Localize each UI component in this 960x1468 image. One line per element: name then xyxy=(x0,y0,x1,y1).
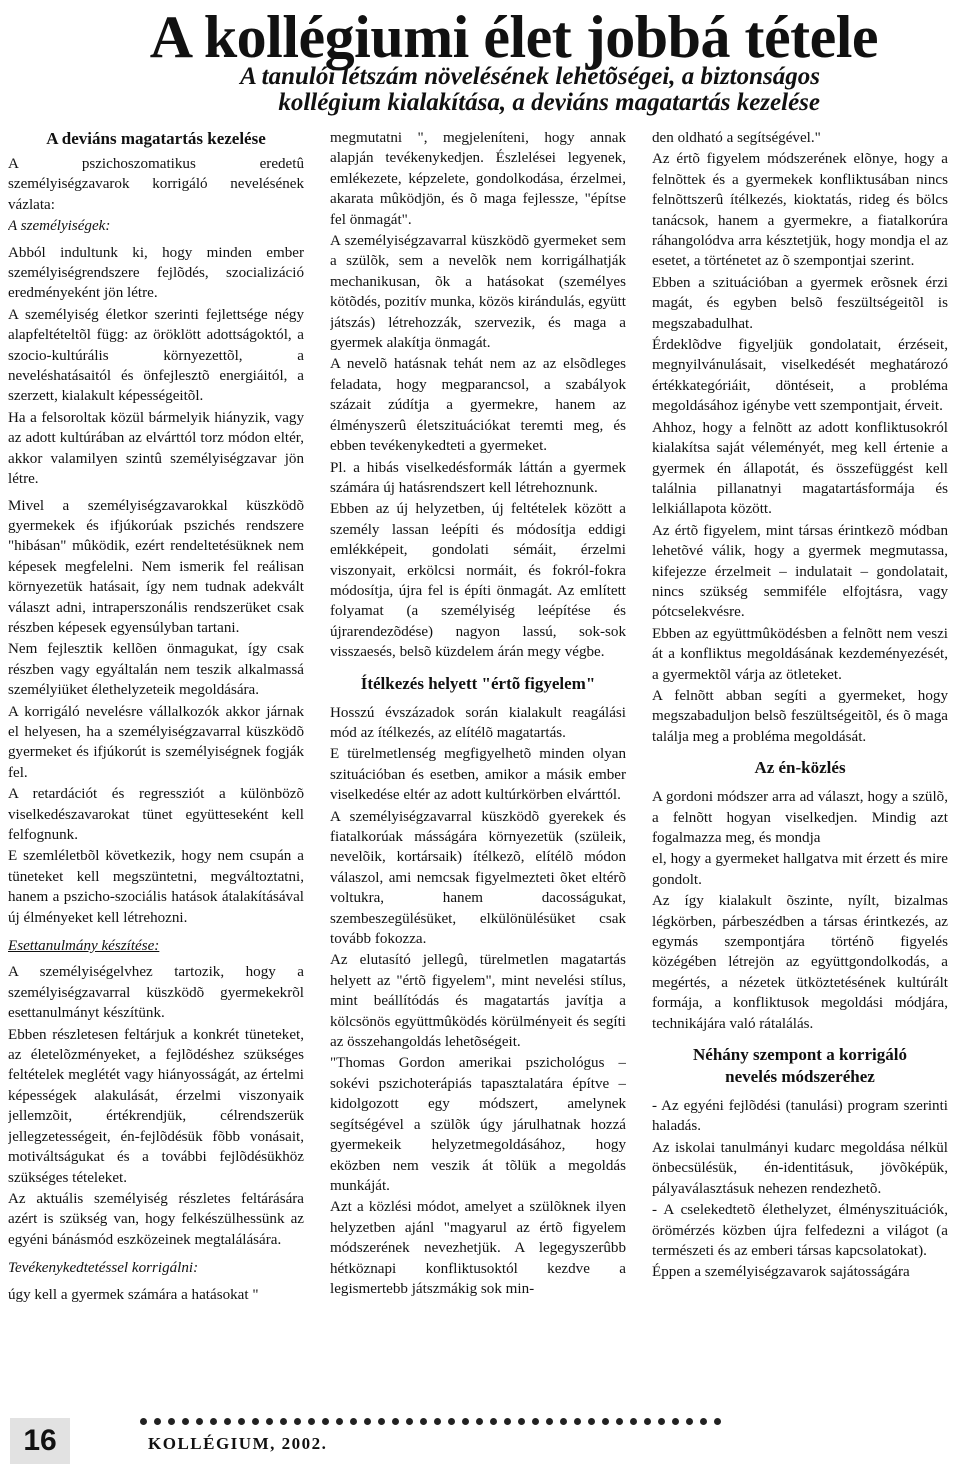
divider-dot xyxy=(504,1418,511,1425)
paragraph: Mivel a személyiségzavarokkal küszködõ gyermekek és ifjúkorúak pszichés rendszere "hibásan" mûködik, ezért rendeltetésüknek nem képesek megfelelni. Nem ismerik fel reálisan környezetük hatásait, így nem tudnak adekvált választ adni, intraperszonális rendszerüket csak részben képesek egyensúlyban tartani. xyxy=(8,497,304,636)
page-subtitle xyxy=(0,64,960,116)
heading-line-2: nevelés módszeréhez xyxy=(725,1067,875,1087)
divider-dot xyxy=(294,1418,301,1425)
divider-dot xyxy=(182,1418,189,1425)
divider-dot xyxy=(168,1418,175,1425)
page-title: A kollégiumi élet jobbá tétele xyxy=(149,4,878,70)
divider-dot xyxy=(266,1418,273,1425)
divider-dot xyxy=(672,1418,679,1425)
paragraph: A gordoni módszer arra ad választ, hogy a szülõ, a felnõtt hogyan viselkedjen. Mindig azt fogalmazza meg, és mondja xyxy=(652,789,948,846)
subheading-szemelyisegek: A személyiségek: xyxy=(8,218,111,235)
paragraph: Éppen a személyiségzavarok sajátosságára xyxy=(652,1264,910,1281)
divider-dot xyxy=(336,1418,343,1425)
paragraph: megmutatni ", megjeleníteni, hogy annak alapján tevékenykedjen. Észlelései legyenek, emlékezete, képzelete, gondolkodása, érzelmei, akarata mûködjön, és õ maga fejlessze, "építse fel önmagát". xyxy=(330,130,626,228)
paragraph: el, hogy a gyermeket hallgatva mit érzett és mire gondolt. xyxy=(652,851,948,888)
divider-dot xyxy=(280,1418,287,1425)
divider-dot xyxy=(490,1418,497,1425)
divider-dot xyxy=(616,1418,623,1425)
paragraph: Ahhoz, hogy a felnõtt az adott konfliktusokról kialakítsa saját véleményét, meg kell értenie a gyermek én állapotát, és összefüggést kell találnia pillanatnyi magatartásformája és lelkiállapota között. xyxy=(652,419,948,518)
paragraph: A retardációt és regressziót a különbözõ viselkedészavarokat tünet együtteseként kell felfognunk. xyxy=(8,786,304,843)
divider-dot xyxy=(630,1418,637,1425)
section-heading-szempontok xyxy=(652,1044,948,1088)
paragraph: Az iskolai tanulmányi kudarc megoldása nélkül önbecsülésük, én-identitásuk, jövõképük, pályaválasztásuk nehezen rendezhetõ. xyxy=(652,1139,948,1197)
paragraph: A pszichoszomatikus eredetû személyiségzavarok korrigáló nevelésének vázlata: xyxy=(8,156,304,213)
paragraph: Abból indultunk ki, hogy minden ember személyiségrendszere fejlõdés, szocializáció eredményeként jön létre. xyxy=(8,244,304,302)
paragraph: den oldható a segítségével." xyxy=(652,130,821,146)
paragraph: Az elutasító jellegû, türelmetlen magatartás helyett az "értõ figyelem", mint nevelési stílus, mint beállítódás és magatartás javítja a kölcsönös együttmûködés körülményeit és segíti az összehangoldás lehetõségeit. xyxy=(330,952,626,1051)
divider-dot xyxy=(140,1418,147,1425)
page-number: 16 xyxy=(10,1418,70,1464)
heading-line-1: Néhány szempont a korrigáló xyxy=(693,1045,907,1065)
divider-dot xyxy=(252,1418,259,1425)
divider-dot xyxy=(462,1418,469,1425)
paragraph: E türelmetlenség megfigyelhetõ minden olyan szituációban és esetben, amikor a másik ember viselkedése eltér az adott kultúrkörben elvárttól. xyxy=(330,746,626,804)
section-heading-erto-figyelem: Ítélkezés helyett "értõ figyelem" xyxy=(360,673,596,693)
column-2 xyxy=(330,128,626,1388)
paragraph: "Thomas Gordon amerikai pszichológus – sokévi pszichoterápiás tapasztalatára építve – kidolgozott egy módszert, amelynek segítségével a szülõk úgy járulhatnak hozzá gyermekeik helyzetmegoldásához, hogy eközben nem veszik át tõlük a megoldás munkáját. xyxy=(330,1055,626,1194)
divider-dot xyxy=(392,1418,399,1425)
divider-dot xyxy=(448,1418,455,1425)
subtitle-line-2: kollégium kialakítása, a deviáns magatartás kezelése xyxy=(278,89,820,116)
paragraph: Ha a felsoroltak közül bármelyik hiányzik, vagy az adott kultúrában az elvárttól torz módon eltér, akkor valamilyen szintû személyiségzavar jön létre. xyxy=(8,409,304,488)
article-columns xyxy=(8,128,952,1388)
paragraph: E szemléletbõl következik, hogy nem csupán a tüneteket kell megszüntetni, megváltoztatni, hanem a pszicho-szociális hatások átalakításával új élményeket kell létrehozni. xyxy=(8,848,304,926)
paragraph: Az aktuális személyiség részletes feltárására azért is szükség van, hogy felkészülhessünk az egyéni bánásmód eszközeinek megtalálására. xyxy=(8,1190,304,1248)
column-3 xyxy=(652,128,948,1388)
divider-dot xyxy=(210,1418,217,1425)
paragraph: A személyiségelvhez tartozik, hogy a személyiségzavarral küszködõ gyermekekrõl esettanulmányt készítünk. xyxy=(8,964,304,1022)
divider-dot xyxy=(518,1418,525,1425)
paragraph: A személyiségzavarral küszködõ gyerekek és fiatalkorúak másságára környezetük (szüleik, nevelõik, kortársaik) ítélkezõ, elítélõ módon válaszol, ami nemcsak figyelmezteti õket eltérõ voltukra, hanem dacosságukat, szembeszegülésüket, elkülönülésüket csak tovább fokozza. xyxy=(330,808,626,948)
paragraph: A személyiségzavarral küszködõ gyermeket sem a szülõk, sem a nevelõk nem korrigálhatják mechanikusan, õk a hatásokat (személyes kötõdés, pozitív munka, közös kirándulás, együtt játszás) létrehozzák, szervezik, és maga a gyermek alakítja önmagát. xyxy=(330,233,626,352)
paragraph: A korrigáló nevelésre vállalkozók akkor járnak el helyesen, ha a személyiségzavarral küszködõ gyermeket és ifjúkorút is személyiségnek fogják fel. xyxy=(8,703,304,781)
divider-dot xyxy=(532,1418,539,1425)
divider-dot xyxy=(364,1418,371,1425)
divider-dot xyxy=(658,1418,665,1425)
divider-dot xyxy=(574,1418,581,1425)
divider-dot xyxy=(420,1418,427,1425)
divider-dot xyxy=(700,1418,707,1425)
divider-dot xyxy=(644,1418,651,1425)
divider-dot xyxy=(560,1418,567,1425)
paragraph: Hosszú évszázadok során kialakult reagálási mód az ítélkezés, az elítélõ magatartás. xyxy=(330,704,626,741)
paragraph: úgy kell a gyermek számára a hatásokat " xyxy=(8,1286,259,1303)
paragraph: A felnõtt abban segíti a gyermeket, hogy megszabaduljon belsõ feszültségeitõl, és õ maga találja meg a probléma megoldását. xyxy=(652,687,948,745)
paragraph: Ebben az együttmûködésben a felnõtt nem veszi át a konfliktus megoldásának kezdeményezését, a gyermektõl várja az ötleteket. xyxy=(652,625,948,683)
divider-dot xyxy=(406,1418,413,1425)
paragraph: Ebben a szituációban a gyermek erõsnek érzi magát, és egyben belsõ feszültségeitõl is megszabadulhat. xyxy=(652,274,948,332)
paragraph: - A cselekedtetõ élethelyzet, élményszituációk, örömérzés közben újra felfedezni a világot (a természeti és az emberi társas kapcsolatokat). xyxy=(652,1202,948,1259)
page-footer xyxy=(0,1400,960,1468)
paragraph: - Az egyéni fejlõdési (tanulási) program szerinti haladás. xyxy=(652,1098,948,1135)
subheading-tevekenykedtetes: Tevékenykedtetéssel korrigálni: xyxy=(8,1260,199,1277)
paragraph: A személyiség életkor szerinti fejlettsége négy alapfeltételtõl függ: az öröklött adottságoktól, a szocio-kultúrális környezettõl, a neveléshatásaitól és önfejlesztõ energiáitól, a szerzett, kialakult képességeitõl. xyxy=(8,306,304,405)
divider-dot xyxy=(154,1418,161,1425)
dot-divider xyxy=(140,1418,740,1426)
paragraph: Ebben az új helyzetben, új feltételek között a személy lassan leépíti és módosítja eddigi emlékképeit, gondolati sémáit, érzelmi viszonyait, erkölcsi normáit, és fokról-fokra módosítja, újra fel is építi önmagát. Az említett folyamat (a személyiség leépítése és újrarendezõdése) nagyon lassú, sok-sok visszaesés, belsõ küzdelem árán megy végbe. xyxy=(330,501,626,661)
paragraph: A nevelõ hatásnak tehát nem az az elsõdleges feladata, hogy megparancsol, a szabályok százait zúdítja a gyermekre, hanem az élményszerû életszituációkat teremti meg, és ebben tevékenykedteti a gyermeket. xyxy=(330,356,626,455)
divider-dot xyxy=(434,1418,441,1425)
paragraph: Az értõ figyelem, mint társas érintkezõ módban lehetõvé válik, hogy a gyermek megmutassa, kifejezze érzelmeit – indulatait – gondolatait, nincs szükség semmiféle elfojtásra, vagy pótcselekvésre. xyxy=(652,522,948,621)
divider-dot xyxy=(350,1418,357,1425)
subheading-esettanulmany: Esettanulmány készítése: xyxy=(8,938,160,955)
divider-dot xyxy=(308,1418,315,1425)
divider-dot xyxy=(322,1418,329,1425)
divider-dot xyxy=(224,1418,231,1425)
divider-dot xyxy=(686,1418,693,1425)
divider-dot xyxy=(714,1418,721,1425)
paragraph: Azt a közlési módot, amelyet a szülõknek ilyen helyzetben ajánl "magyarul az értõ figyelem módszerének nevezhetjük. A legegyszerûbb hétköznapi konfliktusoktól kezdve a legismertebb játszmákig sok min- xyxy=(330,1199,626,1297)
divider-dot xyxy=(196,1418,203,1425)
paragraph: Érdeklõdve figyeljük gondolatait, érzéseit, megnyilvánulásait, viselkedését meghatározó értékkategóriáit, döntéseit, a probléma megoldásához igénybe vett szempontjait, érveit. xyxy=(652,337,948,415)
paragraph: Ebben részletesen feltárjuk a konkrét tüneteket, az életelõzményeket, a fejlõdéshez szükséges feltételek meglétét vagy hiányosságát, az értelmi képességek alakulását, érzelmi viszonyaik jellemzõit, értékrendjük, célrendszerük jellegzetességeit, én-fejlõdésük fõbb vonásait, motiváltságukat és a további fejlõdésükhöz szükséges tételeket. xyxy=(8,1026,304,1186)
paragraph: Az értõ figyelem módszerének elõnye, hogy a felnõttek és a gyermekek konfliktusában nincs felnõttszerû ítélkezés, kioktatás, rideg és bölcs tanácsok, hanem a gyermekre, a fiatalkorúra ráhangolódva arra késztetjük, hogy mondja el az esetet, a történetet az õ szempontjai szerint. xyxy=(652,151,948,270)
divider-dot xyxy=(602,1418,609,1425)
publication-name: KOLLÉGIUM, 2002. xyxy=(148,1434,328,1453)
divider-dot xyxy=(546,1418,553,1425)
divider-dot xyxy=(476,1418,483,1425)
divider-dot xyxy=(378,1418,385,1425)
section-heading-devians: A deviáns magatartás kezelése xyxy=(46,129,266,148)
subtitle-line-1: A tanulói létszám növelésének lehetõségei, a biztonságos xyxy=(240,63,820,90)
paragraph: Nem fejlesztik kellõen önmagukat, így csak részben vagy egyáltalán nem teszik alkalmassá személyiüket élethelyzeteik megoldására. xyxy=(8,641,304,699)
paragraph: Pl. a hibás viselkedésformák láttán a gyermek számára új hatásrendszert kell létrehoznunk. xyxy=(330,459,626,496)
column-1 xyxy=(8,128,304,1388)
paragraph: Az így kialakult õszinte, nyílt, bizalmas légkörben, párbeszédben a társas érintkezés, az egymás szempontjára történõ figyelés közégében létrejön az együttgondolkodás, a megértés, a nézetek ütköztetésének kultúrált formája, a konfliktusok megoldási módjára, technikájára való rátalálás. xyxy=(652,893,948,1032)
section-heading-en-kozles: Az én-közlés xyxy=(754,758,846,778)
divider-dot xyxy=(588,1418,595,1425)
divider-dot xyxy=(238,1418,245,1425)
